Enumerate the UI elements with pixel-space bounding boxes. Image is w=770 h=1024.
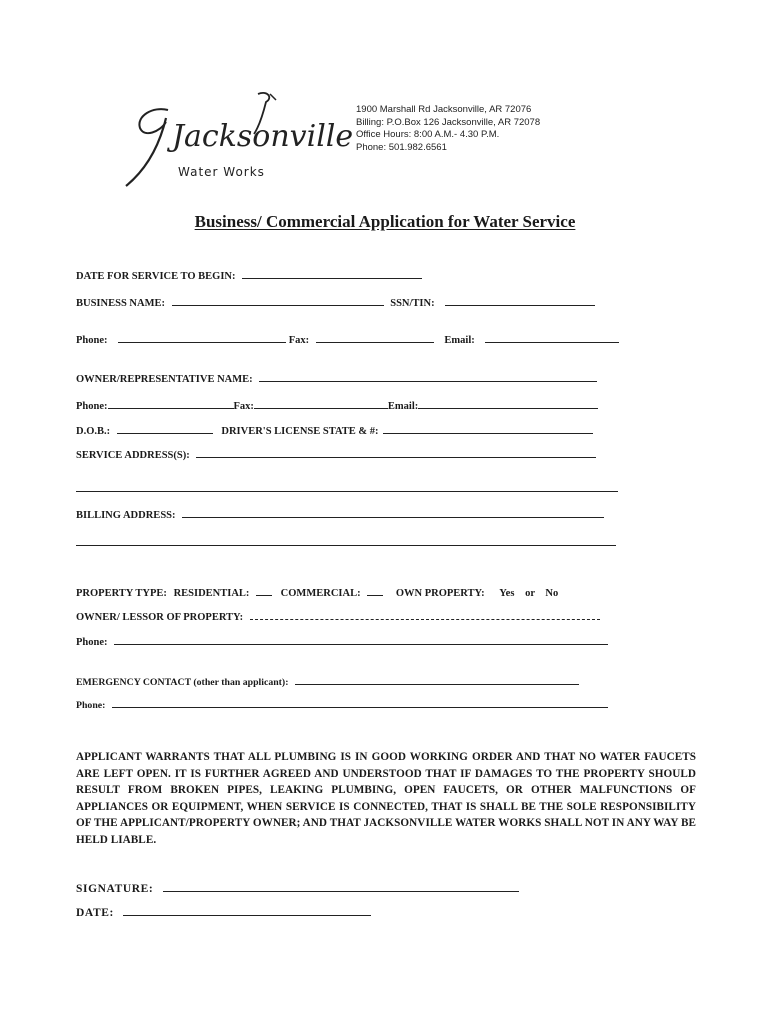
dob-field[interactable] [117, 424, 213, 434]
phone-field[interactable] [118, 333, 286, 343]
commercial-label: COMMERCIAL: [280, 588, 361, 599]
owner-rep-label: OWNER/REPRESENTATIVE NAME: [76, 374, 253, 385]
date-row [76, 906, 371, 919]
emergency-phone-label: Phone: [76, 700, 106, 711]
logo-wordmark: Jacksonville [172, 119, 354, 154]
drivers-license-label: DRIVER'S LICENSE STATE & #: [221, 426, 379, 437]
business-name-field[interactable] [172, 296, 384, 306]
ssn-tin-label: SSN/TIN: [390, 298, 435, 309]
address-line: 1900 Marshall Rd Jacksonville, AR 72076 [356, 104, 532, 115]
signature-field[interactable] [163, 882, 519, 892]
date-for-service-field[interactable] [242, 269, 422, 279]
signature-row [76, 882, 519, 895]
phone-line: Phone: 501.982.6561 [356, 141, 447, 153]
logo-subtitle: Water Works [178, 165, 265, 179]
owner-lessor-label: OWNER/ LESSOR OF PROPERTY: [76, 612, 244, 623]
emergency-phone-field[interactable] [112, 698, 608, 708]
office-hours-line: Office Hours: 8:00 A.M.- 4.30 P.M. [356, 129, 500, 140]
billing-address-row [76, 508, 636, 522]
own-property-no[interactable]: No [545, 588, 559, 599]
owner-email-label: Email: [387, 401, 419, 412]
owner-rep-row [76, 372, 636, 386]
emergency-phone-row [76, 698, 636, 712]
warranty-statement: APPLICANT WARRANTS THAT ALL PLUMBING IS IN GOOD WORKING ORDER AND THAT NO WATER FAUCETS ARE LEFT OPEN. IT IS FURTHER AGREED AND UNDERSTOOD THAT IF DAMAGES TO THE PROPERTY SHOULD RESULT FROM BROKEN PIPES, LEAKING PLUMBING, OPEN FAUCETS, OR OTHER MALFUNCTIONS OF APPLIANCES OR EQUIPMENT, WHEN SERVICE IS CONNECTED, THAT IS SHALL BE THE SOLE RESPONSIBILITY OF THE APPLICANT/PROPERTY OWNER; AND THAT JACKSONVILLE WATER WORKS SHALL NOT IN ANY WAY BE HELD LIABLE. [76, 751, 696, 846]
own-property-label: OWN PROPERTY: [395, 588, 485, 599]
owner-email-field[interactable] [418, 399, 598, 409]
emergency-contact-label: EMERGENCY CONTACT (other than applicant): [76, 677, 289, 688]
date-for-service-row [76, 269, 636, 283]
own-property-or: or [525, 588, 535, 599]
property-type-label: PROPERTY TYPE: [76, 588, 167, 599]
own-property-yes[interactable]: Yes [499, 588, 515, 599]
emergency-contact-row [76, 675, 636, 689]
form-title: Business/ Commercial Application for Water Service [194, 212, 576, 231]
jacksonville-water-works-logo [108, 88, 354, 196]
signature-label: SIGNATURE: [76, 883, 154, 895]
lessor-phone-field[interactable] [114, 635, 608, 645]
dob-license-row [76, 424, 636, 438]
service-address-label: SERVICE ADDRESS(S): [76, 450, 190, 461]
billing-address-line: Billing: P.O.Box 126 Jacksonville, AR 72078 [356, 116, 541, 128]
service-address-line-2[interactable] [76, 491, 618, 492]
service-address-row [76, 448, 636, 462]
billing-address-label: BILLING ADDRESS: [76, 510, 176, 521]
owner-phone-field[interactable] [108, 399, 234, 409]
owner-fax-field[interactable] [254, 399, 388, 409]
emergency-contact-field[interactable] [295, 675, 579, 685]
lessor-phone-label: Phone: [76, 637, 108, 648]
date-label: DATE: [76, 907, 114, 919]
residential-field[interactable] [256, 586, 272, 596]
email-field[interactable] [485, 333, 619, 343]
lessor-phone-row [76, 635, 636, 649]
owner-lessor-row [76, 610, 636, 624]
fax-label: Fax: [288, 335, 310, 346]
service-address-field[interactable] [196, 448, 596, 458]
owner-contact-row [76, 399, 636, 413]
business-name-row [76, 296, 636, 310]
email-label: Email: [444, 335, 475, 346]
owner-rep-field[interactable] [259, 372, 597, 382]
date-for-service-label: DATE FOR SERVICE TO BEGIN: [76, 271, 236, 282]
owner-fax-label: Fax: [233, 401, 254, 412]
business-name-label: BUSINESS NAME: [76, 298, 165, 309]
billing-address-field[interactable] [182, 508, 604, 518]
contact-row [76, 333, 636, 347]
residential-label: RESIDENTIAL: [173, 588, 250, 599]
address-block [356, 104, 540, 154]
owner-lessor-field[interactable] [250, 610, 600, 620]
dob-label: D.O.B.: [76, 426, 111, 437]
fax-field[interactable] [316, 333, 434, 343]
ssn-tin-field[interactable] [445, 296, 595, 306]
drivers-license-field[interactable] [383, 424, 593, 434]
owner-phone-label: Phone: [76, 401, 108, 412]
billing-address-line-2[interactable] [76, 545, 616, 546]
phone-label: Phone: [76, 335, 108, 346]
property-type-row [76, 586, 636, 600]
commercial-field[interactable] [367, 586, 383, 596]
date-field[interactable] [123, 906, 371, 916]
